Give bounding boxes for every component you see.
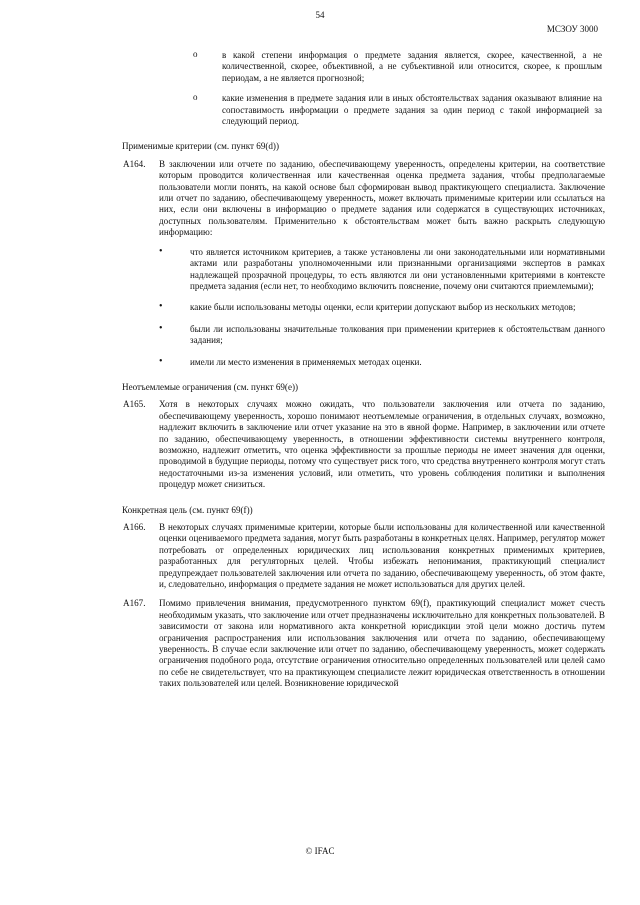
list-item-text: какие были использованы методы оценки, если критерии допускают выбор из нескольких методов;: [190, 302, 576, 313]
bullet-icon: •: [159, 245, 163, 257]
list-item: [193, 49, 602, 84]
list-item: [159, 301, 605, 313]
page-number: 54: [315, 10, 325, 20]
list-item: [159, 245, 605, 293]
bullet-icon: •: [159, 301, 163, 313]
paragraph-a167: [123, 598, 605, 689]
page-content: [0, 50, 640, 698]
paragraph-text: Хотя в некоторых случаях можно ожидать, что пользователи заключения или отчета по заданию, обеспечивающему уверенность, хорошо понимают неотъемлемые ограничения, в отдельных случаях, возможно, надлежит включить в заключение или отчет указание на это в явной форме. Например, в заключении или отчете по заданию, обеспечивающему уверенность, в отношении эффективности системы внутреннего контроля, возможно, надлежит отметить, что оценка эффективности за прошлые периоды не имеет значения для оценки, проводимой в будущие периоды, потому что существует риск того, что средства внутреннего контроля могут стать недостаточными из-за изменения условий, или отметить, что уровень соблюдения политики и выполнения процедур может снизиться.: [159, 399, 606, 490]
list-item-text: в какой степени информация о предмете задания является, скорее, качественной, а не количественной, скорее, объективной, а не субъективной или относится, скорее, к прошлым периодам, а не является прогнозной;: [222, 50, 602, 83]
document-code: МСЗОУ 3000: [546, 24, 598, 34]
list-item-text: что является источником критериев, а также установлены ли они законодательными или нормативными актами или разработаны уполномоченными или признанными организациями экспертов в рамках надлежащей прозрачной процедуры, то есть являются ли они установленными критериями в контексте предмета задания (если нет, то необходимо включить пояснение, почему они считаются приемлемыми);: [190, 246, 605, 291]
paragraph-number: A164.: [123, 158, 146, 169]
circle-bullet-icon: o: [193, 92, 198, 103]
paragraph-number: A167.: [123, 598, 146, 609]
list-item: [193, 92, 602, 127]
list-item: [159, 355, 605, 368]
section-heading-purpose: Конкретная цель (см. пункт 69(f)): [122, 504, 253, 515]
list-item-text: какие изменения в предмете задания или в иных обстоятельствах задания оказывают влияние на сопоставимость информации о предмете задания за один период с такой информацией за следующий период.: [222, 93, 602, 127]
list-item-text: имели ли место изменения в применяемых методах оценки.: [190, 356, 422, 367]
section-heading-criteria: Применимые критерии (см. пункт 69(d)): [122, 141, 279, 152]
paragraph-a164: [123, 158, 605, 239]
paragraph-number: A166.: [123, 522, 146, 532]
footer-copyright: © IFAC: [305, 846, 335, 856]
list-item: [159, 322, 605, 347]
paragraph-a166: [123, 522, 605, 590]
section-heading-limitations: Неотъемлемые ограничения (см. пункт 69(e)): [122, 381, 299, 392]
paragraph-a165: [123, 399, 606, 490]
paragraph-text: Помимо привлечения внимания, предусмотренного пунктом 69(f), практикующий специалист может счесть необходимым указать, что заключение или отчет предназначены исключительно для конкретных пользователей. В зависимости от закона или нормативного акта конкретной юрисдикции этой цели можно достичь путем ограничения распространения или использования заключения или отчета по заданию, обеспечивающему уверенность. В случае если заключение или отчет по заданию, обеспечивающему уверенность, может содержать ограничения подобного рода, отсутствие ограничения относительно определенных пользователей или целей само по себе не свидетельствует, что на практикующем специалисте лежит юридическая ответственность в отношении таких пользователей или целей. Возникновение юридической: [159, 598, 605, 689]
list-item-text: были ли использованы значительные толкования при применении критериев к обстоятельствам данного задания;: [190, 323, 605, 346]
paragraph-text: В заключении или отчете по заданию, обеспечивающему уверенность, определены критерии, на соответствие которым проводится количественная или качественная оценка предмета задания, чтобы предполагаемые пользователи могли понять, на какой основе был сформирован вывод практикующего специалиста. Заключение или отчет по заданию, обеспечивающему уверенность, может включать применимые критерии или ссылаться на них, если они включены в информацию о предмете задания или содержатся в существующих источниках, доступных пользователям. Применительно к обстоятельствам может быть важно раскрыть следующую информацию:: [159, 158, 605, 238]
bullet-icon: •: [159, 322, 163, 334]
paragraph-number: A165.: [123, 399, 146, 410]
circle-bullet-icon: o: [193, 49, 198, 59]
bullet-icon: •: [159, 355, 163, 367]
paragraph-text: В некоторых случаях применимые критерии, которые были использованы для количественной или качественной оценки оцениваемого предмета задания, могут быть разработаны в конкретных целях. Например, регулятор может потребовать от определенных юридических лиц использования конкретных применимых критериев, разработанных для регуляторных целей. Чтобы избежать непонимания, практикующий специалист предупреждает пользователей заключения или отчета по заданию, обеспечивающему уверенность, об этом факте, и, следовательно, информация о предмете задания не может использоваться для других целей.: [159, 522, 605, 590]
